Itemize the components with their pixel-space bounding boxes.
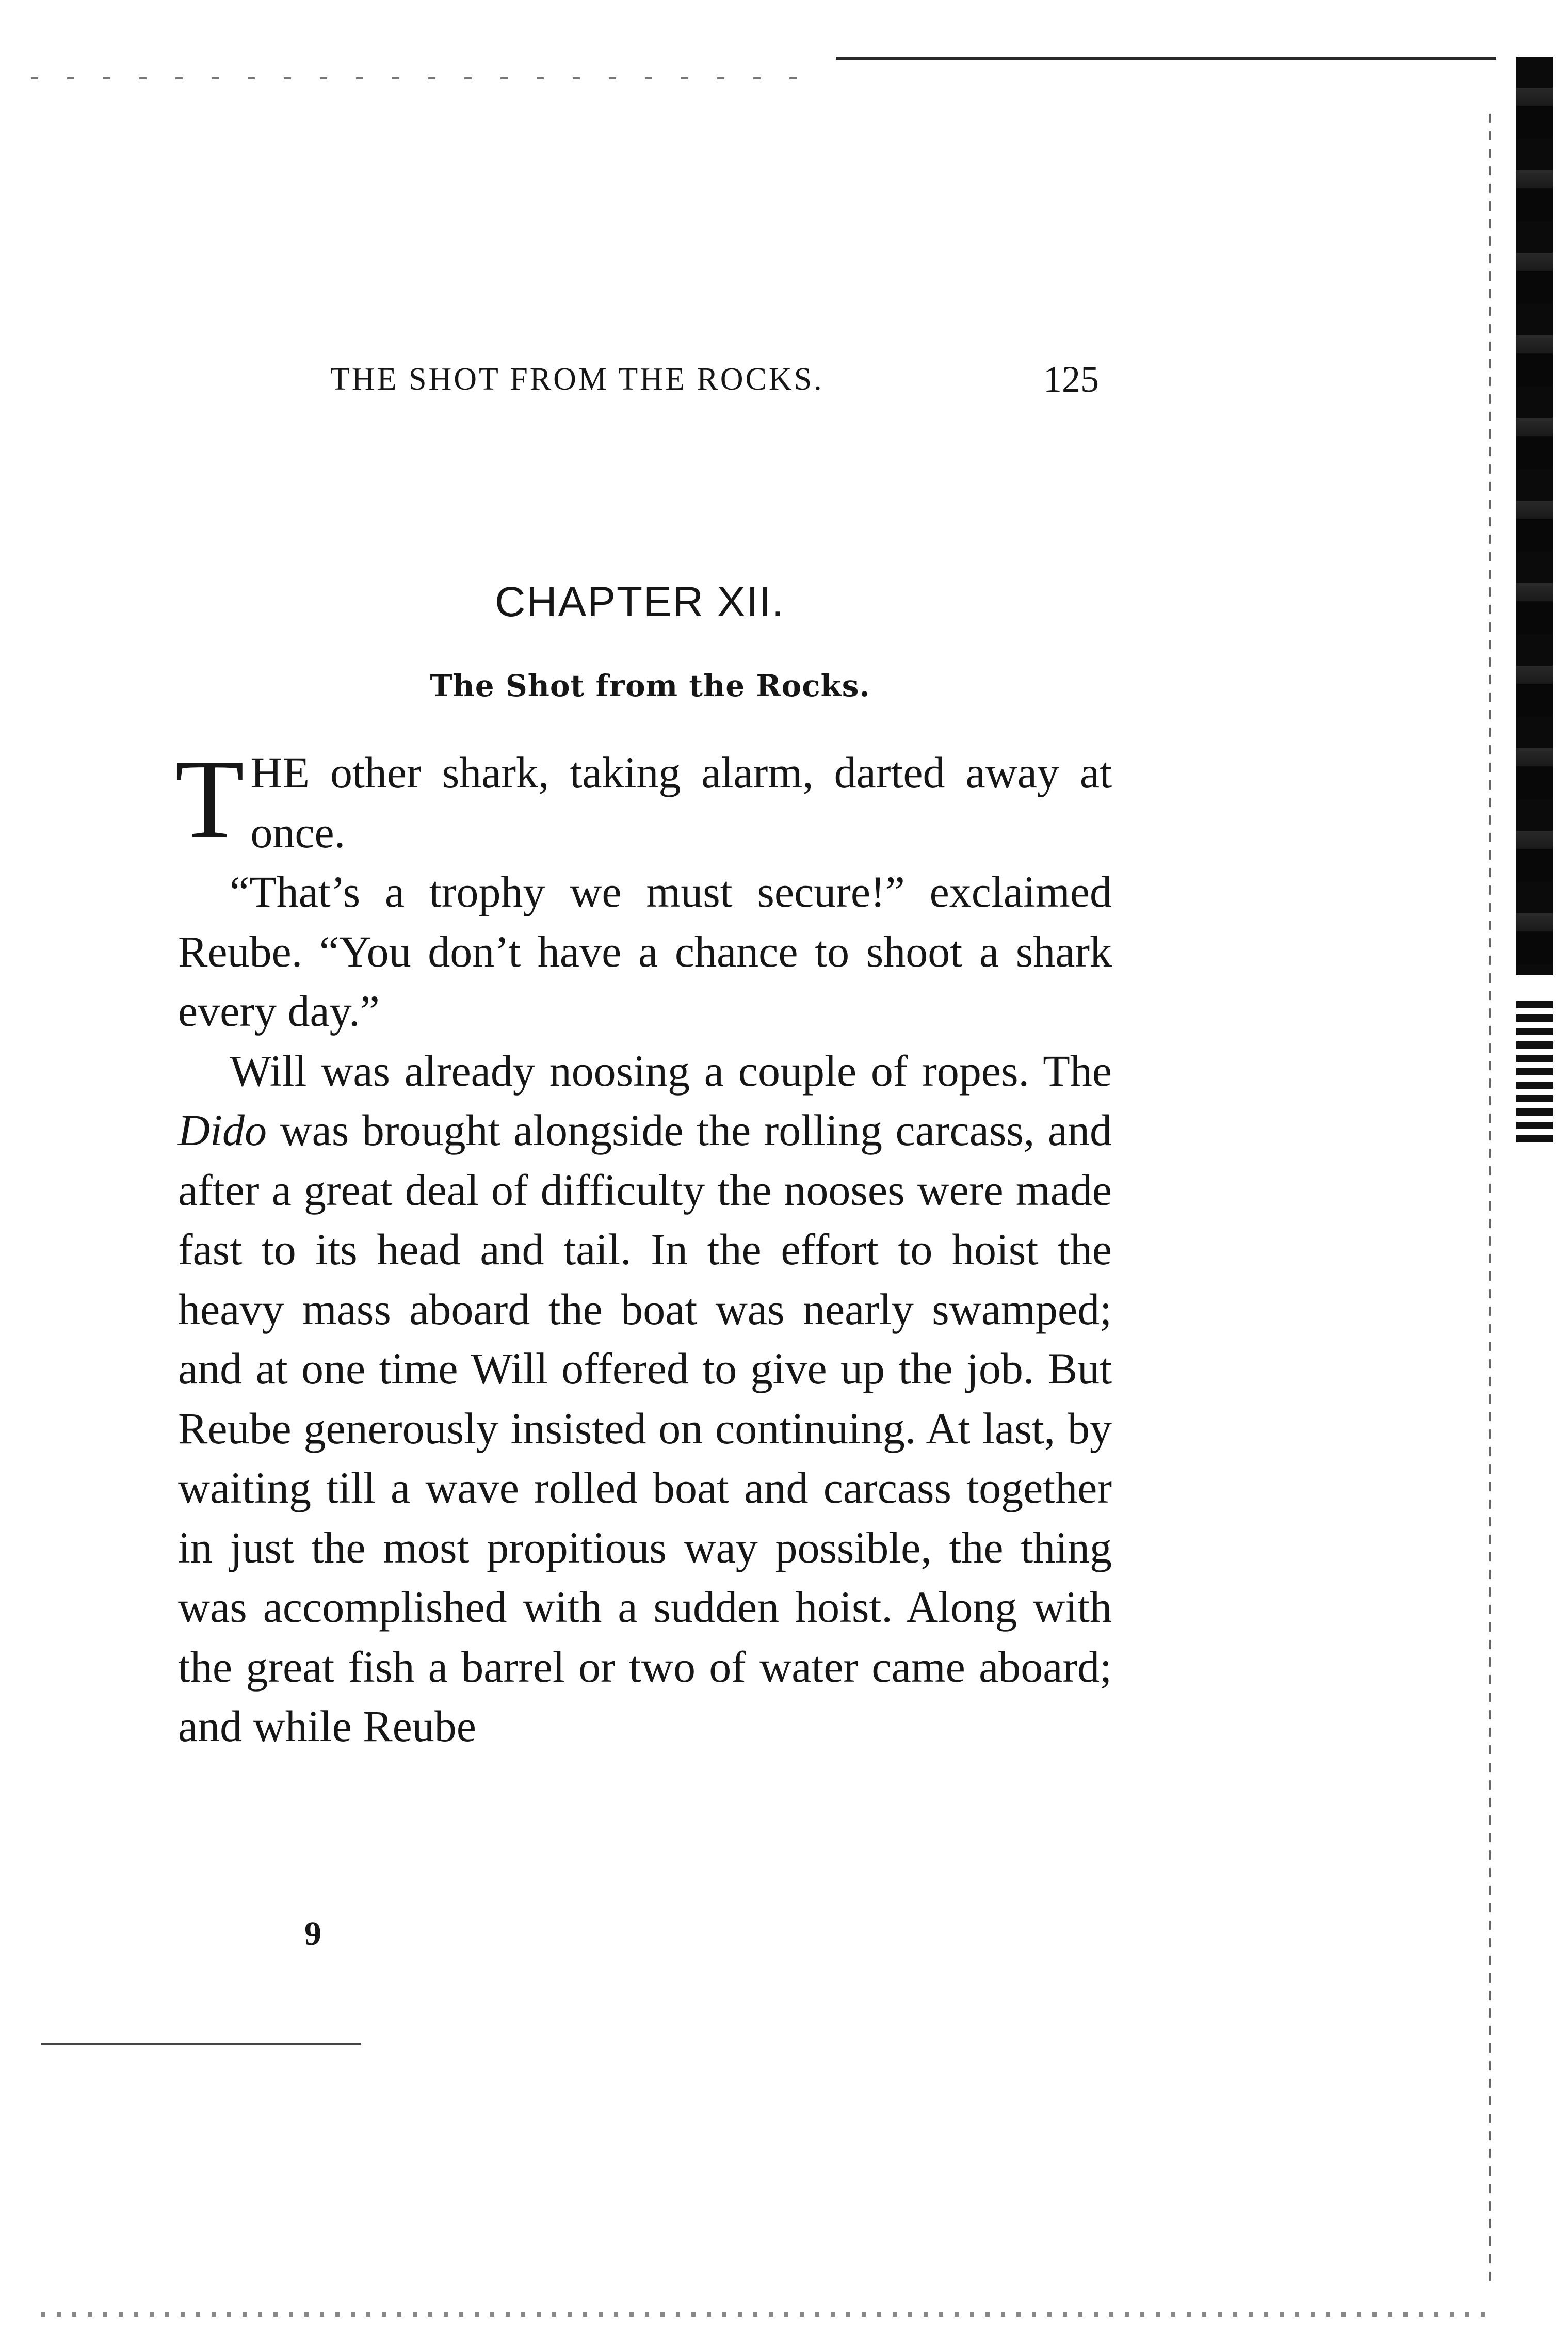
paragraph-1 [175, 736, 1112, 862]
chapter-title: The Shot from the Rocks. [430, 668, 870, 703]
scan-top-rule [836, 57, 1496, 60]
scan-bottom-speckle [41, 2312, 1486, 2317]
chapter-number: CHAPTER XII. [495, 578, 785, 625]
paragraph-3-text-end: was brought alongside the rolling carcass, and after a great deal of difficulty the nooses were made fast to its head and tail. In the effort to hoist the heavy mass aboard the boat was nearly swamped; and at one time Will offered to give up the job. But Reube generously insisted on continuing. At last, by waiting till a wave rolled boat and carcass together in just the most propitious way possible, the thing was accomplished with a sudden hoist. Along with the great fish a barrel or two of water came aboard; and while Reube [178, 1105, 1112, 1751]
boat-name: Dido [178, 1105, 267, 1155]
signature-mark: 9 [304, 1915, 321, 1953]
body-text [175, 736, 1112, 1757]
paragraph-2: “That’s a trophy we must secure!” exclaimed Reube. “You don’t have a chance to shoot a shark every day.” [178, 867, 1112, 1036]
paragraph-1-text: HE other shark, taking alarm, darted away at once. [250, 748, 1112, 857]
scan-binding-edge [1516, 57, 1553, 975]
paragraph-3 [178, 1041, 1112, 1757]
running-header [320, 361, 1099, 402]
scan-top-speckle [31, 77, 805, 79]
page-number: 125 [1043, 359, 1099, 400]
paragraph-3-text-start: Will was already noosing a couple of ropes. The [230, 1045, 1112, 1096]
scan-bottom-rule [41, 2043, 361, 2045]
scan-binding-edge-lower [1516, 1001, 1553, 1146]
running-header-title: THE SHOT FROM THE ROCKS. [330, 362, 824, 397]
scan-page-edge-line [1489, 114, 1491, 2281]
drop-cap: T [175, 736, 245, 862]
